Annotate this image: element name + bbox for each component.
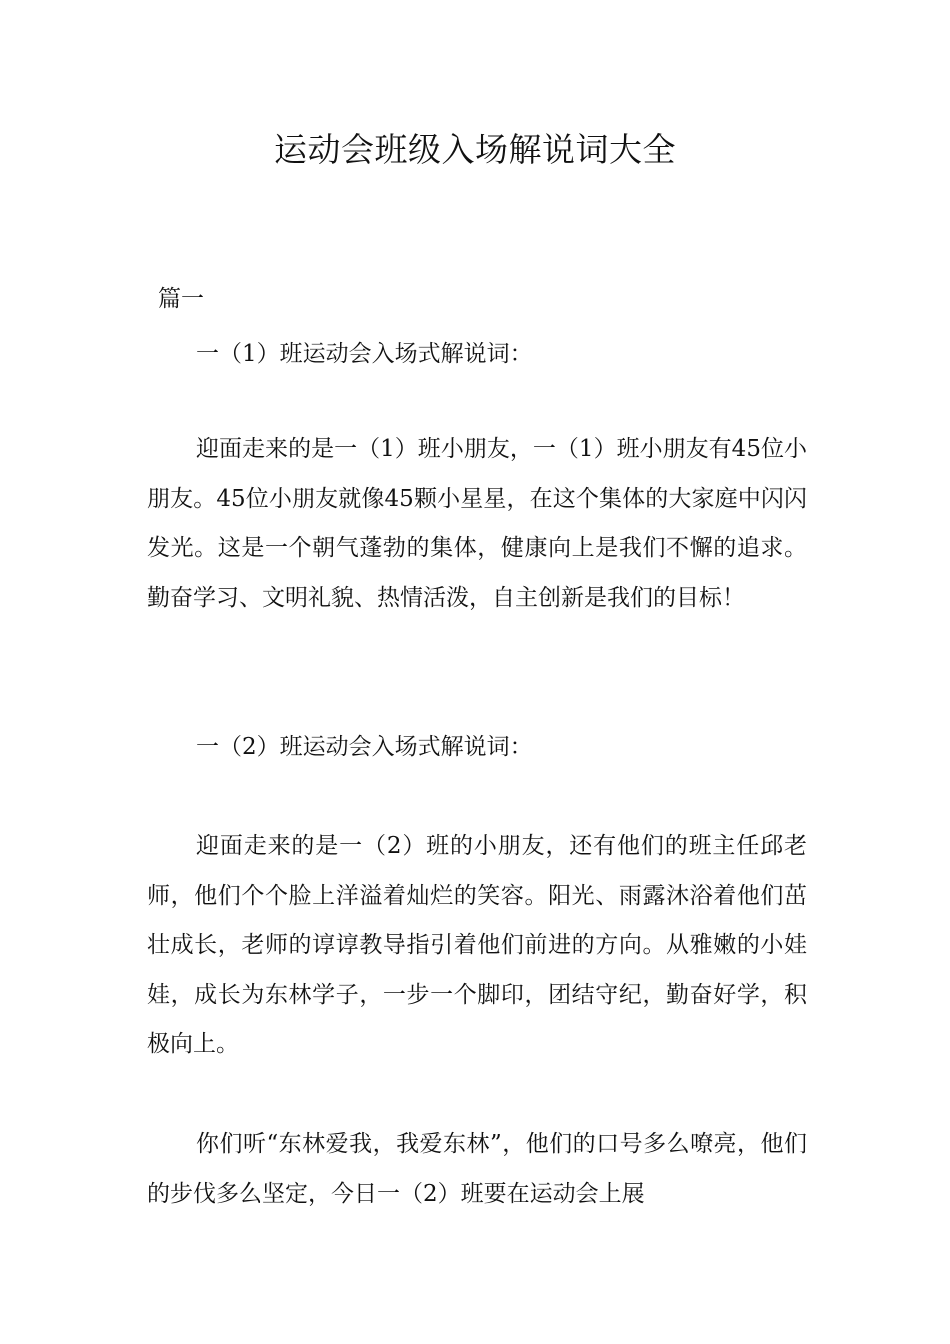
class-1-paragraph: 迎面走来的是一（1）班小朋友，一（1）班小朋友有45位小朋友。45位小朋友就像45颗小星星，在这个集体的大家庭中闪闪发光。这是一个朝气蓬勃的集体，健康向上是我们不懈的追求。勤奋学习、文明礼貌、热情活泼，自主创新是我们的目标！ (147, 436, 807, 611)
section-label: 篇一 (158, 286, 204, 312)
class-2-slogan-paragraph: 你们听“东林爱我，我爱东林”，他们的口号多么嘹亮，他们的步伐多么坚定，今日一（2）班要在运动会上展 (147, 1131, 807, 1207)
class-1-heading: 一（1）班运动会入场式解说词： (196, 341, 533, 367)
document-title: 运动会班级入场解说词大全 (274, 130, 676, 169)
class-2-paragraph: 迎面走来的是一（2）班的小朋友，还有他们的班主任邱老师，他们个个脸上洋溢着灿烂的笑容。阳光、雨露沐浴着他们茁壮成长，老师的谆谆教导指引着他们前进的方向。从雅嫩的小娃娃，成长为东林学子，一步一个脚印，团结守纪，勤奋好学，积极向上。 (147, 833, 807, 1057)
class-2-heading: 一（2）班运动会入场式解说词： (196, 734, 533, 760)
